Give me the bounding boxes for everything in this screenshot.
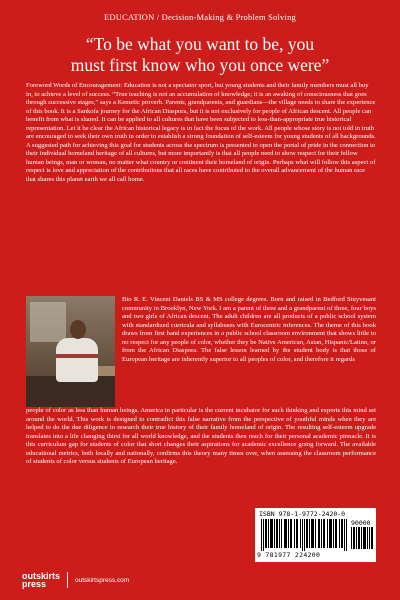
- price-code: 90000: [351, 519, 371, 527]
- isbn-barcode: [255, 508, 376, 562]
- author-bio-side: Bio R. E. Vincent Daniels BS & MS college degrees. Born and raised in Bedford Stuyvesant community in Brooklyn, New York. I am a parent of three and a grandparent of three, four boys and two girls of African descent. The adult children are all products of a public school system with standardized curricula and syllabuses with Eurocentric inferences. The theme of this book draws from first hand experiences in a public school classroom environment that shows little to no respect for any people of color, whether they be Native American, Asian, Hispanic/Latino, or from the African Diaspora. The false lesson learned by the student body is that those of European heritage are inherently superior to all peoples of color, and therefore it regards: [122, 296, 376, 363]
- barcode-bars: [261, 519, 347, 551]
- category-heading: EDUCATION / Decision-Making & Problem Solving: [104, 12, 296, 22]
- publisher-footer: [22, 571, 129, 589]
- footer-divider: [67, 572, 68, 588]
- publisher-website: outskirtspress.com: [75, 576, 130, 584]
- price-barcode-bars: [351, 527, 373, 549]
- author-bio-continued: people of color as less than human beings. America in particular is the current incubator for such thinking and exports this mind set around the world. This work is designed to contradict this false narrative from the perspective of youthful minds when they are helped to do the due diligence to research their true history of their family homeland of origin. The resulting self-esteem upgrade translates into a life changing thirst for all world knowledge, and the students then reach for their personal academic pinnacle. It is this curriculum gap for students of color that short changes their aspirations for academic excellence going forward. The available educational metrics, both locally and nationally, confirms this theory many times over, when assessing the classroom performance of students of color versus students of European heritage.: [26, 407, 376, 466]
- logo-line-2: press: [22, 579, 47, 589]
- publisher-logo: [22, 572, 60, 588]
- quote-line-1: “To be what you want to be, you: [85, 34, 315, 54]
- quote-line-2: must first know who you once were”: [70, 55, 330, 75]
- isbn-number: ISBN 978-1-9772-2420-0: [259, 510, 346, 518]
- logo-line-1: outskirts: [22, 571, 61, 581]
- foreword-paragraph: Foreword Words of Encouragement: Education is not a spectator sport, but young students and their family members must all buy in, to achieve a level of success. “True teaching is not an accumulation of knowledge; it is an awaking of consciousness that goes through successive stages,” says a Kemetic proverb. Parents, grandparents, and guardians—the village needs to share the experience of this book. It is a Sankofa journey for the African Diaspora, but it is not exclusively for people of African descent. All people can benefit from what is shared. It can be applied to all cultures that have been subjected to less-than-appropriate true historical representation. Let it be clear the African historical legacy is in fact the focus of the work. All people whose story is not told in truth are encouraged to seek their own truth in order to establish a strong foundation of self-esteem for young students of all backgrounds. A suggested path for achieving this goal for students across the spectrum is presented to open the portal of pride in the connection to their individual homeland heritage of all cultures, but more importantly is that all people need to show respect for their fellow human beings, man or woman, no matter what country or continent their homeland of origin. Perhaps what will follow this aspect of respect is love and appreciation of the contributions that all races have contributed to the overall advancement of the human race that shares this planet earth we all call home.: [26, 82, 376, 184]
- pull-quote: [22, 34, 378, 76]
- barcode-number: 9 781977 224200: [257, 551, 321, 559]
- author-photo: [26, 296, 115, 407]
